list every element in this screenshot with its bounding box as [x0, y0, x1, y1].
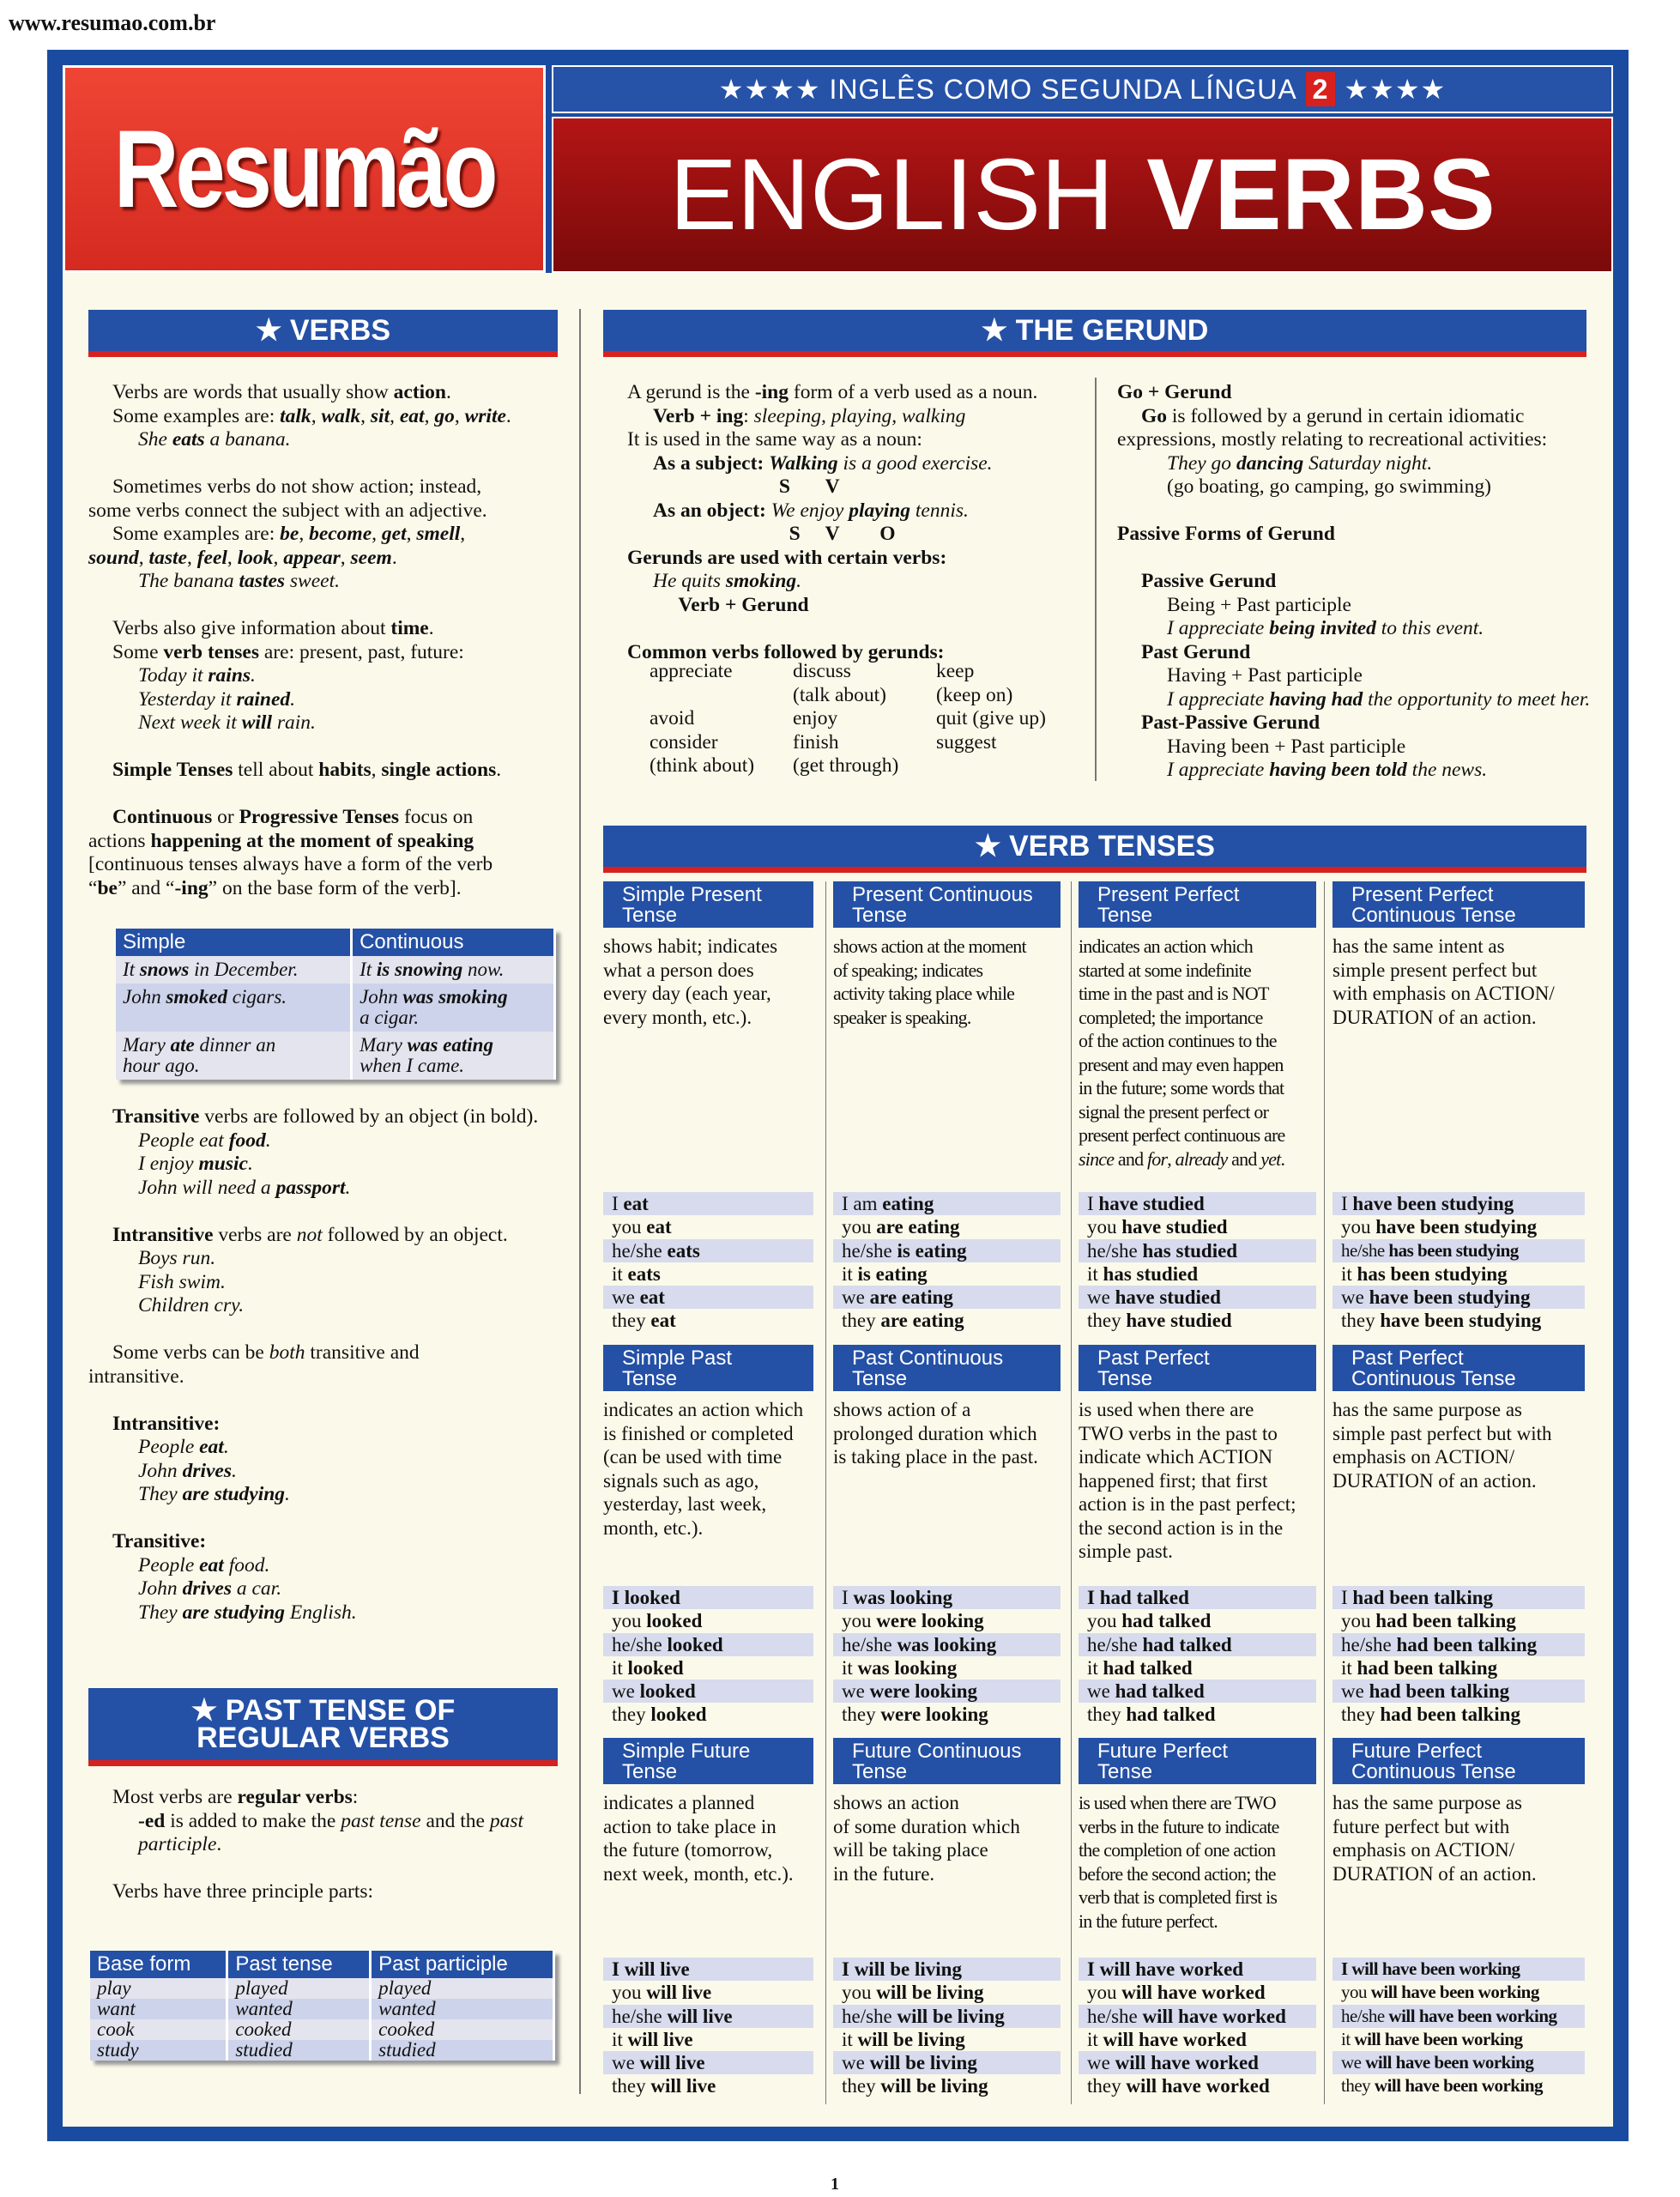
text-line: Intransitive verbs are not followed by an object. — [112, 1223, 508, 1246]
conjugation-row: you will live — [612, 1982, 712, 2004]
table-cell: John smoked cigars. — [116, 984, 352, 1032]
gerund-left-text — [603, 381, 1092, 664]
conjugation-row: he/she will live — [603, 2005, 813, 2028]
conjugation-row: it will be living — [842, 2028, 965, 2050]
text-line: Verbs are words that usually show action. — [112, 381, 451, 403]
conjugation-row: they were looking — [842, 1704, 988, 1726]
blank-line — [88, 594, 569, 618]
tense-conjugation — [603, 1192, 813, 1333]
text-line: Sometimes verbs do not show action; instead, — [112, 475, 482, 498]
text-line: Some examples are: be, become, get, smell, — [112, 523, 466, 545]
site-url[interactable]: www.resumao.com.br — [9, 10, 216, 35]
table-header — [90, 1951, 554, 1978]
gerund-verb: (keep on) — [936, 683, 1013, 706]
text-line: Being + Past participle — [1167, 593, 1351, 616]
column-header: Base form — [90, 1951, 227, 1978]
text-line: Past-Passive Gerund — [1141, 711, 1320, 734]
text-line: John drives. — [138, 1459, 237, 1482]
conjugation-row: it will live — [612, 2028, 693, 2050]
gerund-verb: (get through) — [793, 754, 899, 777]
conjugation-row: it looked — [612, 1656, 684, 1679]
conjugation-row: we will have worked — [1079, 2051, 1316, 2074]
tense-description: has the same purpose as simple past perfect but with emphasis on ACTION/ DURATION of an action. — [1333, 1399, 1552, 1492]
section-gerund: ★ THE GERUND — [603, 310, 1586, 351]
conjugation-row: he/she had been talking — [1333, 1633, 1585, 1656]
conjugation-row: he/she has been studying — [1333, 1239, 1585, 1262]
tense-description: has the same purpose as future perfect but with emphasis on ACTION/ DURATION of an action. — [1333, 1792, 1537, 1885]
tense-header: Future Continuous Tense — [833, 1738, 1061, 1784]
table-cell: cooked — [371, 2019, 554, 2040]
text-line: “be” and “-ing” on the base form of the verb]. — [88, 876, 462, 899]
text-line: S V O — [789, 523, 896, 545]
tense-header: Simple Past Tense — [603, 1345, 813, 1391]
gerund-verb: appreciate — [650, 660, 733, 682]
table-row — [90, 2040, 554, 2061]
conjugation-row: it was looking — [842, 1656, 958, 1679]
simple-continuous-table — [116, 929, 556, 1080]
conjugation-row: you have studied — [1087, 1216, 1228, 1238]
blank-line — [88, 1200, 569, 1224]
title-light: ENGLISH — [669, 138, 1115, 251]
blank-line — [88, 783, 569, 807]
conjugation-row: we have studied — [1079, 1286, 1316, 1309]
conjugation-row: we will have been working — [1333, 2051, 1585, 2074]
tense-header: Present Perfect Continuous Tense — [1333, 881, 1585, 928]
tense-conjugation — [833, 1192, 1061, 1333]
text-line: (go boating, go camping, go swimming) — [1167, 475, 1491, 498]
text-line: Fish swim. — [138, 1270, 226, 1293]
conjugation-row: they will be living — [842, 2075, 988, 2097]
text-line: People eat. — [138, 1436, 229, 1458]
tense-description: is used when there are TWO verbs in the future to indicate the completion of one action before the second action; the verb that is completed first is in the future perfect. — [1079, 1792, 1279, 1932]
conjugation-row: we looked — [603, 1680, 813, 1703]
blank-line — [603, 617, 1092, 641]
blank-line — [88, 735, 569, 760]
table-cell: John was smoking a cigar. — [352, 984, 555, 1032]
conjugation-row: it is eating — [842, 1262, 928, 1285]
conjugation-row: they have been studying — [1341, 1310, 1542, 1332]
tense-conjugation — [1079, 1958, 1316, 2098]
conjugation-row: I eat — [603, 1192, 813, 1215]
text-line: I appreciate having been told the news. — [1167, 759, 1488, 781]
tense-description: indicates a planned action to take place in the future (tomorrow, next week, month, etc.). — [603, 1792, 794, 1885]
stars-icon: ★★★★ — [1344, 74, 1447, 105]
text-line: Having been + Past participle — [1167, 735, 1406, 758]
table-cell: cook — [90, 2019, 227, 2040]
text-line: Verb + Gerund — [678, 593, 809, 616]
tense-conjugation — [1079, 1192, 1316, 1333]
gerund-verb: suggest — [936, 730, 997, 754]
blank-line — [1117, 547, 1598, 571]
text-line: They are studying. — [138, 1483, 290, 1505]
text-line: She eats a banana. — [138, 428, 291, 451]
conjugation-row: we will be living — [833, 2051, 1061, 2074]
tense-conjugation — [1333, 1958, 1585, 2098]
column-header: Simple — [116, 929, 352, 956]
conjugation-row: you will have worked — [1087, 1982, 1266, 2004]
text-line: Intransitive: — [112, 1412, 221, 1435]
tense-column-divider — [1071, 881, 1072, 2104]
gerund-verb — [936, 754, 1046, 778]
gerund-right-text — [1117, 381, 1598, 783]
conjugation-row: he/she is eating — [833, 1239, 1061, 1262]
table-cell: wanted — [371, 1999, 554, 2019]
text-line: Past Gerund — [1141, 640, 1251, 663]
tense-header: Simple Present Tense — [603, 881, 813, 928]
conjugation-row: they are eating — [842, 1310, 964, 1332]
tense-header: Past Continuous Tense — [833, 1345, 1061, 1391]
table-row — [116, 984, 555, 1032]
gerund-verb-column — [793, 660, 898, 778]
verbs-text — [88, 381, 569, 900]
text-line: Some verbs can be both transitive and — [112, 1341, 420, 1364]
conjugation-row: you are eating — [842, 1216, 960, 1238]
text-line: some verbs connect the subject with an adjective. — [88, 499, 487, 522]
conjugation-row: it will have worked — [1087, 2028, 1247, 2050]
conjugation-row: you will have been working — [1341, 1982, 1539, 2003]
conjugation-row: he/she will be living — [833, 2005, 1061, 2028]
table-cell: Mary was eating when I came. — [352, 1032, 555, 1080]
tense-header: Present Perfect Tense — [1079, 881, 1316, 928]
text-line: As a subject: Walking is a good exercise. — [653, 451, 993, 475]
text-line: Boys run. — [138, 1247, 216, 1269]
table-row — [90, 1978, 554, 1999]
table-cell: want — [90, 1999, 227, 2019]
text-line: expressions, mostly relating to recreational activities: — [1117, 428, 1548, 451]
text-line: sound, taste, feel, look, appear, seem. — [88, 546, 397, 569]
tense-header: Past Perfect Continuous Tense — [1333, 1345, 1585, 1391]
past-tense-text — [88, 1786, 569, 1904]
conjugation-row: you were looking — [842, 1610, 984, 1632]
column-header: Past tense — [227, 1951, 371, 1978]
gerund-verb: quit (give up) — [936, 707, 1046, 729]
tense-description: is used when there are TWO verbs in the past to indicate which ACTION happened first; that first action is in the past perfect; the second action is in the simple past. — [1079, 1399, 1296, 1562]
series-number: 2 — [1306, 72, 1336, 106]
conjugation-row: we had talked — [1079, 1680, 1316, 1703]
conjugation-row: you will be living — [842, 1982, 984, 2004]
text-line: Passive Forms of Gerund — [1117, 523, 1335, 545]
blank-line — [1117, 499, 1598, 524]
text-line: It is used in the same way as a noun: — [627, 428, 922, 451]
table-cell: played — [371, 1978, 554, 1999]
title-bold: VERBS — [1146, 138, 1496, 251]
column-header: Past participle — [371, 1951, 554, 1978]
tense-conjugation — [833, 1958, 1061, 2098]
text-line: Verbs also give information about time. — [112, 617, 434, 639]
text-line: Verb + ing: sleeping, playing, walking — [653, 404, 966, 427]
conjugation-row: you eat — [612, 1216, 672, 1238]
section-past-tense — [88, 1688, 558, 1760]
table-row — [90, 1999, 554, 2019]
text-line: Go is followed by a gerund in certain idiomatic — [1141, 404, 1525, 427]
tense-conjugation — [1333, 1586, 1585, 1727]
resumao-logo — [63, 65, 546, 273]
principal-parts-table — [90, 1951, 555, 2061]
tense-conjugation — [1079, 1586, 1316, 1727]
text-line: [continuous tenses always have a form of the verb — [88, 853, 493, 875]
conjugation-row: you looked — [612, 1610, 703, 1632]
conjugation-row: he/she will have been working — [1333, 2005, 1585, 2028]
transitive-text — [88, 1105, 569, 1625]
text-line: People eat food. — [138, 1553, 270, 1577]
text-line: They go dancing Saturday night. — [1167, 451, 1433, 475]
text-line: Next week it will rain. — [138, 711, 316, 734]
blank-line — [88, 1507, 569, 1531]
conjugation-row: they will have been working — [1341, 2075, 1544, 2097]
table-cell: played — [227, 1978, 371, 1999]
text-line: intransitive. — [88, 1365, 184, 1388]
text-line: As an object: We enjoy playing tennis. — [653, 499, 969, 522]
table-cell: studied — [227, 2040, 371, 2061]
gerund-divider — [1095, 378, 1097, 781]
blank-line — [88, 1318, 569, 1342]
table-cell: wanted — [227, 1999, 371, 2019]
gerund-verb-column — [650, 660, 754, 778]
gerund-verb: enjoy — [793, 707, 838, 729]
table-cell: cooked — [227, 2019, 371, 2040]
conjugation-row: they have studied — [1087, 1310, 1232, 1332]
tense-conjugation — [1333, 1192, 1585, 1333]
page-number: 1 — [831, 2175, 839, 2194]
conjugation-row: I had been talking — [1333, 1586, 1585, 1609]
conjugation-row: it has studied — [1087, 1262, 1199, 1285]
conjugation-row: I will have worked — [1079, 1958, 1316, 1981]
blank-line — [88, 452, 569, 476]
text-line: The banana tastes sweet. — [138, 570, 340, 592]
table-row — [116, 1032, 555, 1080]
conjugation-row: he/she eats — [603, 1239, 813, 1262]
text-line: Go + Gerund — [1117, 381, 1232, 403]
tense-conjugation — [833, 1586, 1061, 1727]
text-line: Some examples are: talk, walk, sit, eat, go, write. — [112, 404, 511, 427]
section-verb-tenses: ★ VERB TENSES — [603, 826, 1586, 867]
gerund-verb: consider — [650, 730, 718, 754]
tense-header: Future Perfect Tense — [1079, 1738, 1316, 1784]
conjugation-row: I was looking — [833, 1586, 1061, 1609]
text-line: Simple Tenses tell about habits, single actions. — [112, 759, 502, 781]
tense-column-divider — [825, 881, 826, 2104]
tense-description: shows action of a prolonged duration which is taking place in the past. — [833, 1399, 1038, 1468]
text-line: I enjoy music. — [138, 1153, 253, 1175]
text-line: Transitive: — [112, 1530, 207, 1552]
blank-line — [88, 1857, 569, 1881]
section-past-line1: ★ PAST TENSE OF — [190, 1694, 456, 1727]
gerund-verb: avoid — [650, 707, 695, 729]
text-line: I appreciate having had the opportunity to meet her. — [1167, 687, 1591, 711]
conjugation-row: I will be living — [833, 1958, 1061, 1981]
text-line: Today it rains. — [138, 664, 256, 687]
page-title — [552, 117, 1613, 273]
gerund-verb: (think about) — [650, 754, 755, 777]
text-line: I appreciate being invited to this event. — [1167, 617, 1484, 639]
table-row — [116, 956, 555, 984]
text-line: He quits smoking. — [653, 570, 802, 592]
conjugation-row: it has been studying — [1341, 1262, 1508, 1285]
text-line: John drives a car. — [138, 1577, 282, 1600]
table-cell: It is snowing now. — [352, 956, 555, 984]
table-row — [90, 2019, 554, 2040]
table-cell: studied — [371, 2040, 554, 2061]
conjugation-row: it eats — [612, 1262, 661, 1285]
section-past-line2: REGULAR VERBS — [196, 1722, 450, 1754]
text-line: Gerunds are used with certain verbs: — [627, 546, 947, 569]
column-divider — [579, 309, 581, 2094]
tense-header: Present Continuous Tense — [833, 881, 1061, 928]
text-line: Transitive verbs are followed by an object (in bold). — [112, 1105, 539, 1128]
text-line: Most verbs are regular verbs: — [112, 1786, 359, 1808]
gerund-verb — [650, 684, 754, 708]
tense-description: has the same intent as simple present perfect but with emphasis on ACTION/ DURATION of an action. — [1333, 935, 1555, 1028]
conjugation-row: we will live — [603, 2051, 813, 2074]
conjugation-row: I will live — [603, 1958, 813, 1981]
tense-column-divider — [1324, 881, 1325, 2104]
tense-conjugation — [603, 1958, 813, 2098]
conjugation-row: I will have been working — [1333, 1958, 1585, 1981]
tense-header: Past Perfect Tense — [1079, 1345, 1316, 1391]
conjugation-row: he/she has studied — [1079, 1239, 1316, 1262]
text-line: Children cry. — [138, 1294, 245, 1316]
tense-description: shows an action of some duration which will be taking place in the future. — [833, 1792, 1020, 1885]
gerund-verb: finish — [793, 730, 839, 754]
text-line: A gerund is the -ing form of a verb used as a noun. — [627, 381, 1038, 403]
conjugation-row: it had been talking — [1341, 1656, 1498, 1679]
text-line: actions happening at the moment of speaking — [88, 829, 474, 852]
table-cell: It snows in December. — [116, 956, 352, 984]
conjugation-row: he/she was looking — [833, 1633, 1061, 1656]
conjugation-row: it had talked — [1087, 1656, 1193, 1679]
conjugation-row: I have been studying — [1333, 1192, 1585, 1215]
conjugation-row: I looked — [603, 1586, 813, 1609]
text-line: Having + Past participle — [1167, 664, 1363, 687]
conjugation-row: we have been studying — [1333, 1286, 1585, 1309]
conjugation-row: we eat — [603, 1286, 813, 1309]
tense-description: shows action at the moment of speaking; indicates activity taking place while speaker is speaking. — [833, 935, 1026, 1028]
series-label: INGLÊS COMO SEGUNDA LÍNGUA — [829, 73, 1297, 105]
conjugation-row: they eat — [612, 1310, 676, 1332]
table-cell: study — [90, 2040, 227, 2061]
section-verbs: ★ VERBS — [88, 310, 558, 351]
text-line: John will need a passport. — [138, 1176, 351, 1199]
text-line: Some verb tenses are: present, past, future: — [112, 640, 464, 663]
text-line: Passive Gerund — [1141, 570, 1277, 592]
conjugation-row: we had been talking — [1333, 1680, 1585, 1703]
text-line: Yesterday it rained. — [138, 687, 296, 711]
series-bar — [552, 65, 1613, 113]
blank-line — [88, 1389, 569, 1413]
text-line: -ed is added to make the past tense and the past — [138, 1809, 524, 1832]
stars-icon: ★★★★ — [718, 74, 821, 105]
conjugation-row: we are eating — [833, 1286, 1061, 1309]
gerund-verb-column — [936, 660, 1046, 778]
logo-text: Resumão — [113, 107, 495, 231]
gerund-verb: discuss — [793, 660, 851, 682]
gerund-verb: keep — [936, 660, 975, 682]
conjugation-row: he/she had talked — [1079, 1633, 1316, 1656]
conjugation-row: they looked — [612, 1704, 707, 1726]
table-cell: play — [90, 1978, 227, 1999]
column-header: Continuous — [352, 929, 555, 956]
conjugation-row: they will have worked — [1087, 2075, 1270, 2097]
conjugation-row: they will live — [612, 2075, 716, 2097]
conjugation-row: I had talked — [1079, 1586, 1316, 1609]
text-line: People eat food. — [138, 1129, 271, 1152]
tense-header: Simple Future Tense — [603, 1738, 813, 1784]
table-cell: Mary ate dinner an hour ago. — [116, 1032, 352, 1080]
text-line: participle. — [138, 1833, 222, 1855]
conjugation-row: I am eating — [833, 1192, 1061, 1215]
gerund-verb: (talk about) — [793, 683, 886, 706]
conjugation-row: they had talked — [1087, 1704, 1216, 1726]
text-line: Continuous or Progressive Tenses focus on — [112, 806, 474, 828]
text-line: Common verbs followed by gerunds: — [627, 640, 945, 663]
text-line: Verbs have three principle parts: — [112, 1880, 374, 1903]
text-line: S V — [778, 475, 840, 498]
conjugation-row: he/she looked — [603, 1633, 813, 1656]
tense-description: indicates an action which is finished or completed (can be used with time signals such as ago, yesterday, last week, month, etc.). — [603, 1399, 804, 1539]
conjugation-row: I have studied — [1079, 1192, 1316, 1215]
tense-header: Future Perfect Continuous Tense — [1333, 1738, 1585, 1784]
conjugation-row: you had been talking — [1341, 1610, 1516, 1632]
conjugation-row: you have been studying — [1341, 1216, 1538, 1238]
tense-description: indicates an action which started at some indefinite time in the past and is NOT completed; the importance of the action continues to the present and may even happen in the future; some words that signal the present perfect or present perfect continuous are since and for, already and yet. — [1079, 935, 1285, 1170]
conjugation-row: he/she will have worked — [1079, 2005, 1316, 2028]
conjugation-row: they had been talking — [1341, 1704, 1520, 1726]
table-header — [116, 929, 555, 956]
tense-conjugation — [603, 1586, 813, 1727]
tense-description: shows habit; indicates what a person does every day (each year, every month, etc.). — [603, 935, 778, 1028]
text-line: They are studying English. — [138, 1601, 357, 1624]
conjugation-row: we were looking — [833, 1680, 1061, 1703]
conjugation-row: it will have been working — [1341, 2028, 1523, 2049]
conjugation-row: you had talked — [1087, 1610, 1212, 1632]
